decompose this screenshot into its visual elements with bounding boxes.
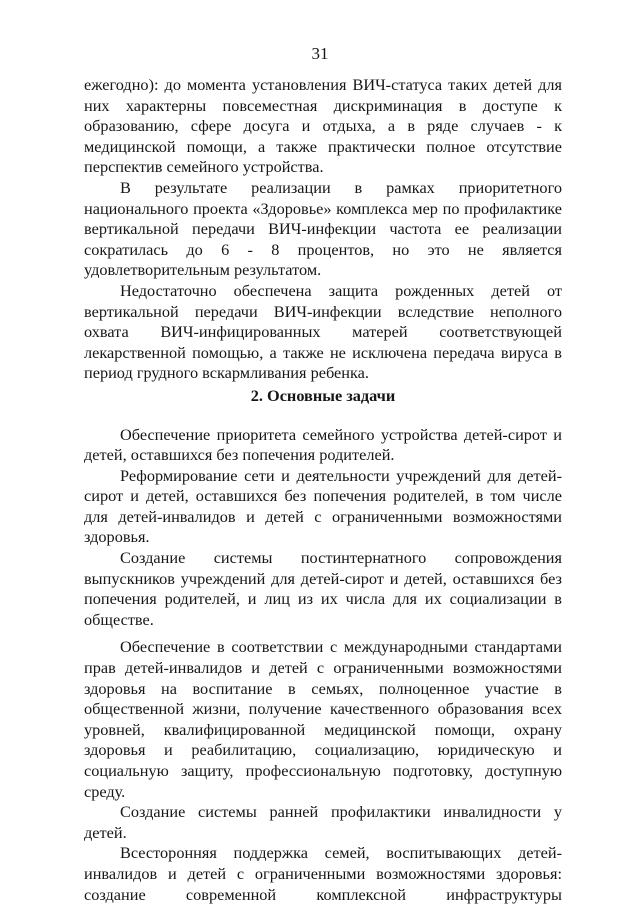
task-family-support: Всесторонняя поддержка семей, воспитывающих детей-инвалидов и детей с ограниченными возможностями здоровья: создание современной комплексной инфраструктуры xyxy=(84,843,562,904)
task-reform-institutions: Реформирование сети и деятельности учреждений для детей-сирот и детей, оставшихся без попечения родителей, в том числе для детей-инвалидов и детей с ограниченными возможностями здоровья. xyxy=(84,465,562,547)
document-body xyxy=(84,75,562,905)
paragraph-insufficient-protection: Недостаточно обеспечена защита рожденных детей от вертикальной передачи ВИЧ-инфекции вследствие неполного охвата ВИЧ-инфицированных матерей соответствующей лекарственной помощью, а также не исключена передача вируса в период грудного вскармливания ребенка. xyxy=(84,280,562,383)
paragraph-pmtct-result: В результате реализации в рамках приоритетного национального проекта «Здоровье» комплекса мер по профилактике вертикальной передачи ВИЧ-инфекции частота ее реализации сократилась до 6 - 8 процентов, но это не является удовлетворительным результатом. xyxy=(84,177,562,280)
task-post-residential-support: Создание системы постинтернатного сопровождения выпускников учреждений для детей-сирот и детей, оставшихся без попечения родителей, и лиц из их числа для их социализации в обществе. xyxy=(84,548,562,629)
task-early-prevention: Создание системы ранней профилактики инвалидности у детей. xyxy=(84,802,562,842)
task-disabled-children-rights: Обеспечение в соответствии с международными стандартами прав детей-инвалидов и детей с ограниченными возможностями здоровья на воспитание в семьях, полноценное участие в общественной жизни, получение качественного образования всех уровней, квалифицированной медицинской помощи, охрану здоровья и реабилитацию, социализацию, юридическую и социальную защиту, профессиональную подготовку, доступную среду. xyxy=(84,637,562,801)
task-family-placement: Обеспечение приоритета семейного устройства детей-сирот и детей, оставшихся без попечения родителей. xyxy=(84,424,562,465)
page-number: 31 xyxy=(311,44,329,63)
section-heading: 2. Основные задачи xyxy=(250,385,396,405)
paragraph-continued: ежегодно): до момента установления ВИЧ-статуса таких детей для них характерны повсеместная дискриминация в доступе к образованию, сфере досуга и отдыха, а в ряде случаев - к медицинской помощи, а также практически полное отсутствие перспектив семейного устройства. xyxy=(84,75,562,177)
